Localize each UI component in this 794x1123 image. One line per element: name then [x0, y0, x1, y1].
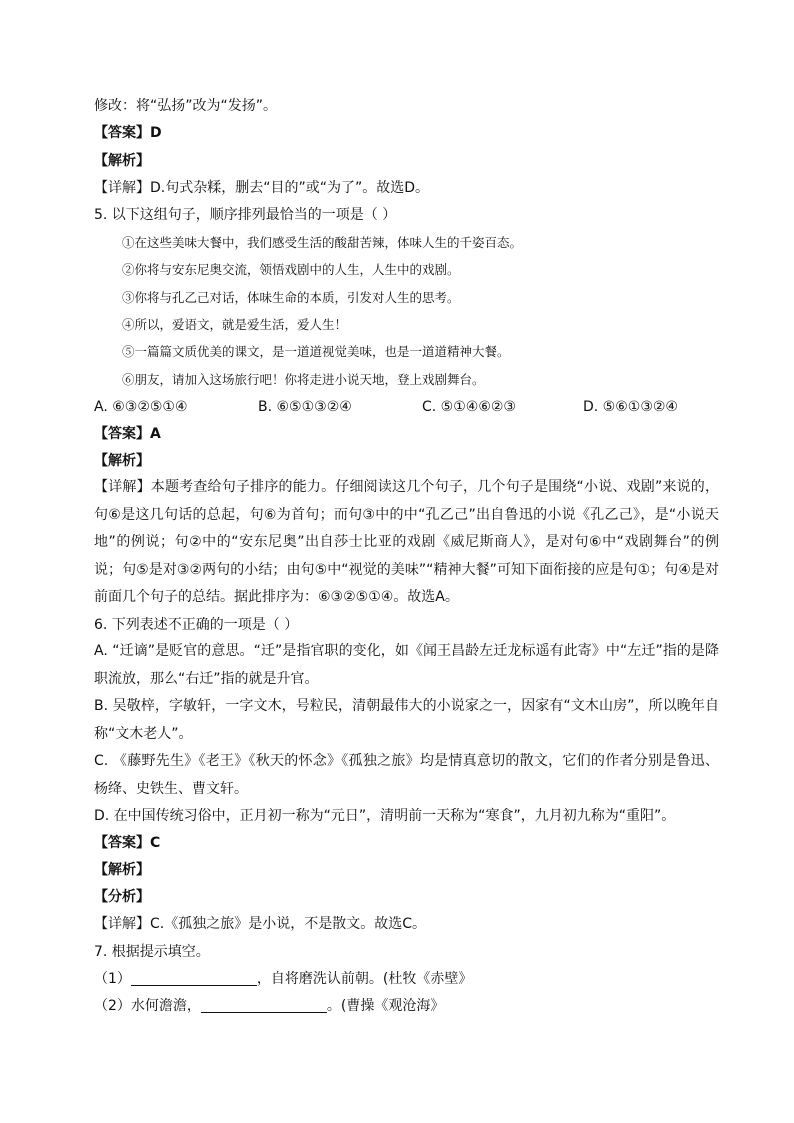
q7-item-1	[94, 969, 472, 989]
q6-fenxi-label: 【分析】	[94, 889, 150, 905]
q7-item-2-text: 。(曹操《观沧海》	[326, 998, 445, 1014]
detail-text: 【详解】D.句式杂糅，删去“目的”或“为了”。故选D。	[94, 180, 430, 196]
q5-answer-label: 【答案】A	[94, 426, 161, 442]
q5-option-d: D. ⑤⑥①③②④	[583, 399, 678, 415]
answer-label: 【答案】D	[94, 125, 162, 141]
question-5-stem: 5. 以下这组句子，顺序排列最恰当的一项是（ ）	[94, 207, 397, 223]
q6-analysis-label: 【解析】	[94, 862, 150, 878]
q5-sentence-4: ④所以，爱语文，就是爱生活，爱人生！	[122, 317, 348, 332]
q5-sentence-3: ③你将与孔乙己对话，体味生命的本质，引发对人生的思考。	[122, 290, 460, 305]
question-7-stem: 7. 根据提示填空。	[94, 944, 210, 960]
q5-sentence-5: ⑤一篇篇文质优美的课文，是一道道视觉美味，也是一道道精神大餐。	[122, 344, 510, 359]
q5-option-c: C. ⑤①④⑥②③	[422, 399, 516, 415]
revision-note: 修改：将“弘扬”改为“发扬”。	[94, 98, 278, 114]
q5-sentence-6: ⑥朋友，请加入这场旅行吧！你将走进小说天地，登上戏剧舞台。	[122, 372, 485, 387]
q5-sentence-1: ①在这些美味大餐中，我们感受生活的酸甜苦辣，体味人生的千姿百态。	[122, 235, 523, 250]
q7-item-1-number: （1）	[94, 971, 131, 987]
fill-blank-2[interactable]	[201, 998, 327, 1013]
q6-option-b: B. 吴敬梓，字敏轩，一字文木，号粒民，清朝最伟大的小说家之一，因家有“文木山房”，所以晚年自称“文木老人”。	[94, 698, 719, 742]
q5-option-b: B. ⑥⑤①③②④	[258, 399, 352, 415]
question-6-stem: 6. 下列表述不正确的一项是（ ）	[94, 617, 299, 633]
fill-blank-1[interactable]	[131, 971, 257, 986]
q6-detail: 【详解】C.《孤独之旅》是小说，不是散文。故选C。	[94, 916, 426, 932]
q7-item-2-prefix: （2）水何澹澹，	[94, 998, 201, 1014]
q5-option-a: A. ⑥③②⑤①④	[94, 399, 188, 415]
analysis-label: 【解析】	[94, 153, 150, 169]
q5-detail: 【详解】本题考查给句子排序的能力。仔细阅读这几个句子，几个句子是围绕“小说、戏剧”来说的，句⑥是这几句话的总起，句⑥为首句；而句③中的中“孔乙己”出自鲁迅的小说《孔乙己》，是“小说天地”的例说；句②中的“安东尼奥”出自莎士比亚的戏剧《威尼斯商人》，是对句⑥中“戏剧舞台”的例说；句⑤是对③②两句的小结；由句⑤中“视觉的美味”“精神大餐”可知下面衔接的应是句①；句④是对前面几个句子的总结。据此排序为：⑥③②⑤①④。故选A。	[94, 479, 719, 605]
q5-analysis-label: 【解析】	[94, 453, 150, 469]
q7-item-1-text: ，自将磨洗认前朝。(杜牧《赤壁》	[256, 971, 473, 987]
q6-option-d: D. 在中国传统习俗中，正月初一称为“元日”，清明前一天称为“寒食”，九月初九称为“重阳”。	[94, 808, 676, 824]
q5-sentence-2: ②你将与安东尼奥交流，领悟戏剧中的人生，人生中的戏剧。	[122, 262, 460, 277]
q6-answer-label: 【答案】C	[94, 835, 161, 851]
q7-item-2	[94, 996, 444, 1016]
q6-option-a: A. “迁谪”是贬官的意思。“迁”是指官职的变化，如《闻王昌龄左迁龙标遥有此寄》中“左迁”指的是降职流放，那么“右迁”指的就是升官。	[94, 643, 719, 687]
q6-option-c: C. 《藤野先生》《老王》《秋天的怀念》《孤独之旅》均是情真意切的散文，它们的作者分别是鲁迅、杨绛、史铁生、曹文轩。	[94, 753, 719, 797]
